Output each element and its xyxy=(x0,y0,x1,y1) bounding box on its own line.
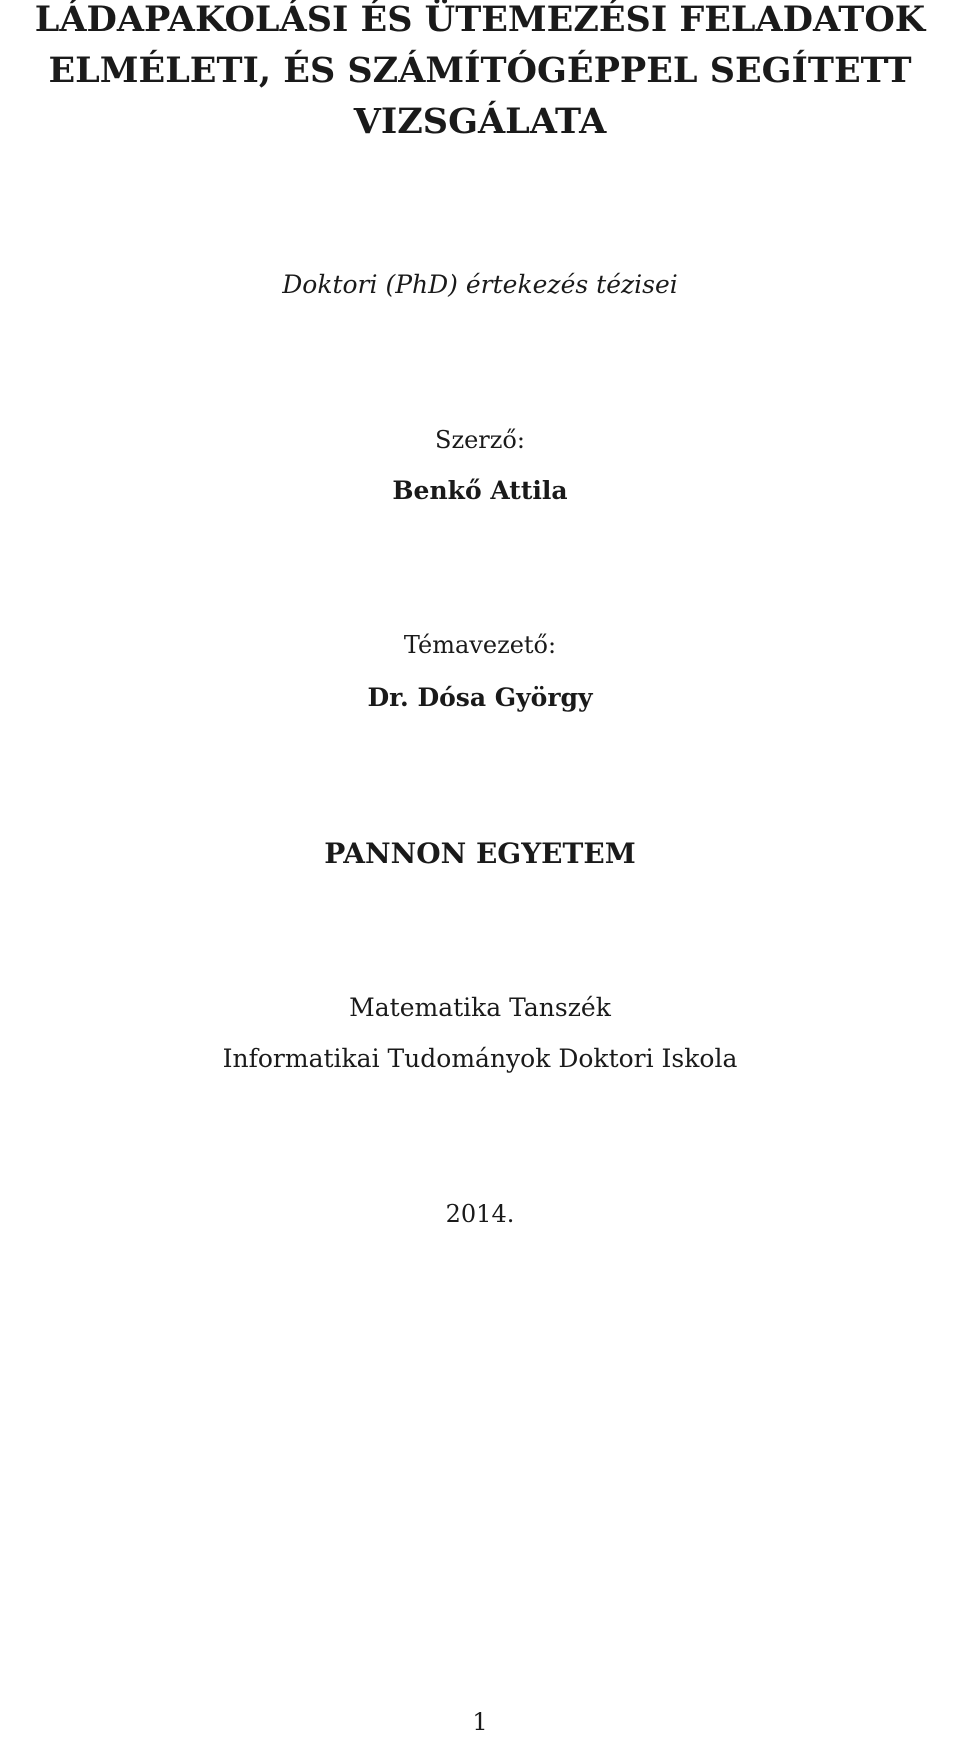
author-label: Szerző: xyxy=(435,426,525,454)
page-number: 1 xyxy=(472,1708,488,1736)
supervisor-name: Dr. Dósa György xyxy=(367,683,593,712)
thesis-title-line-3: VIZSGÁLATA xyxy=(353,101,607,142)
department-name: Matematika Tanszék xyxy=(349,993,611,1022)
thesis-title-line-1: LÁDAPAKOLÁSI ÉS ÜTEMEZÉSI FELADATOK xyxy=(34,0,926,40)
doctoral-school-name: Informatikai Tudományok Doktori Iskola xyxy=(222,1044,738,1073)
thesis-title-line-2: ELMÉLETI, ÉS SZÁMÍTÓGÉPPEL SEGÍTETT xyxy=(48,50,912,91)
author-name: Benkő Attila xyxy=(392,476,568,505)
thesis-subtitle: Doktori (PhD) értekezés tézisei xyxy=(282,270,678,299)
supervisor-label: Témavezető: xyxy=(403,631,557,659)
university-name: PANNON EGYETEM xyxy=(324,837,636,870)
publication-year: 2014. xyxy=(445,1200,515,1228)
